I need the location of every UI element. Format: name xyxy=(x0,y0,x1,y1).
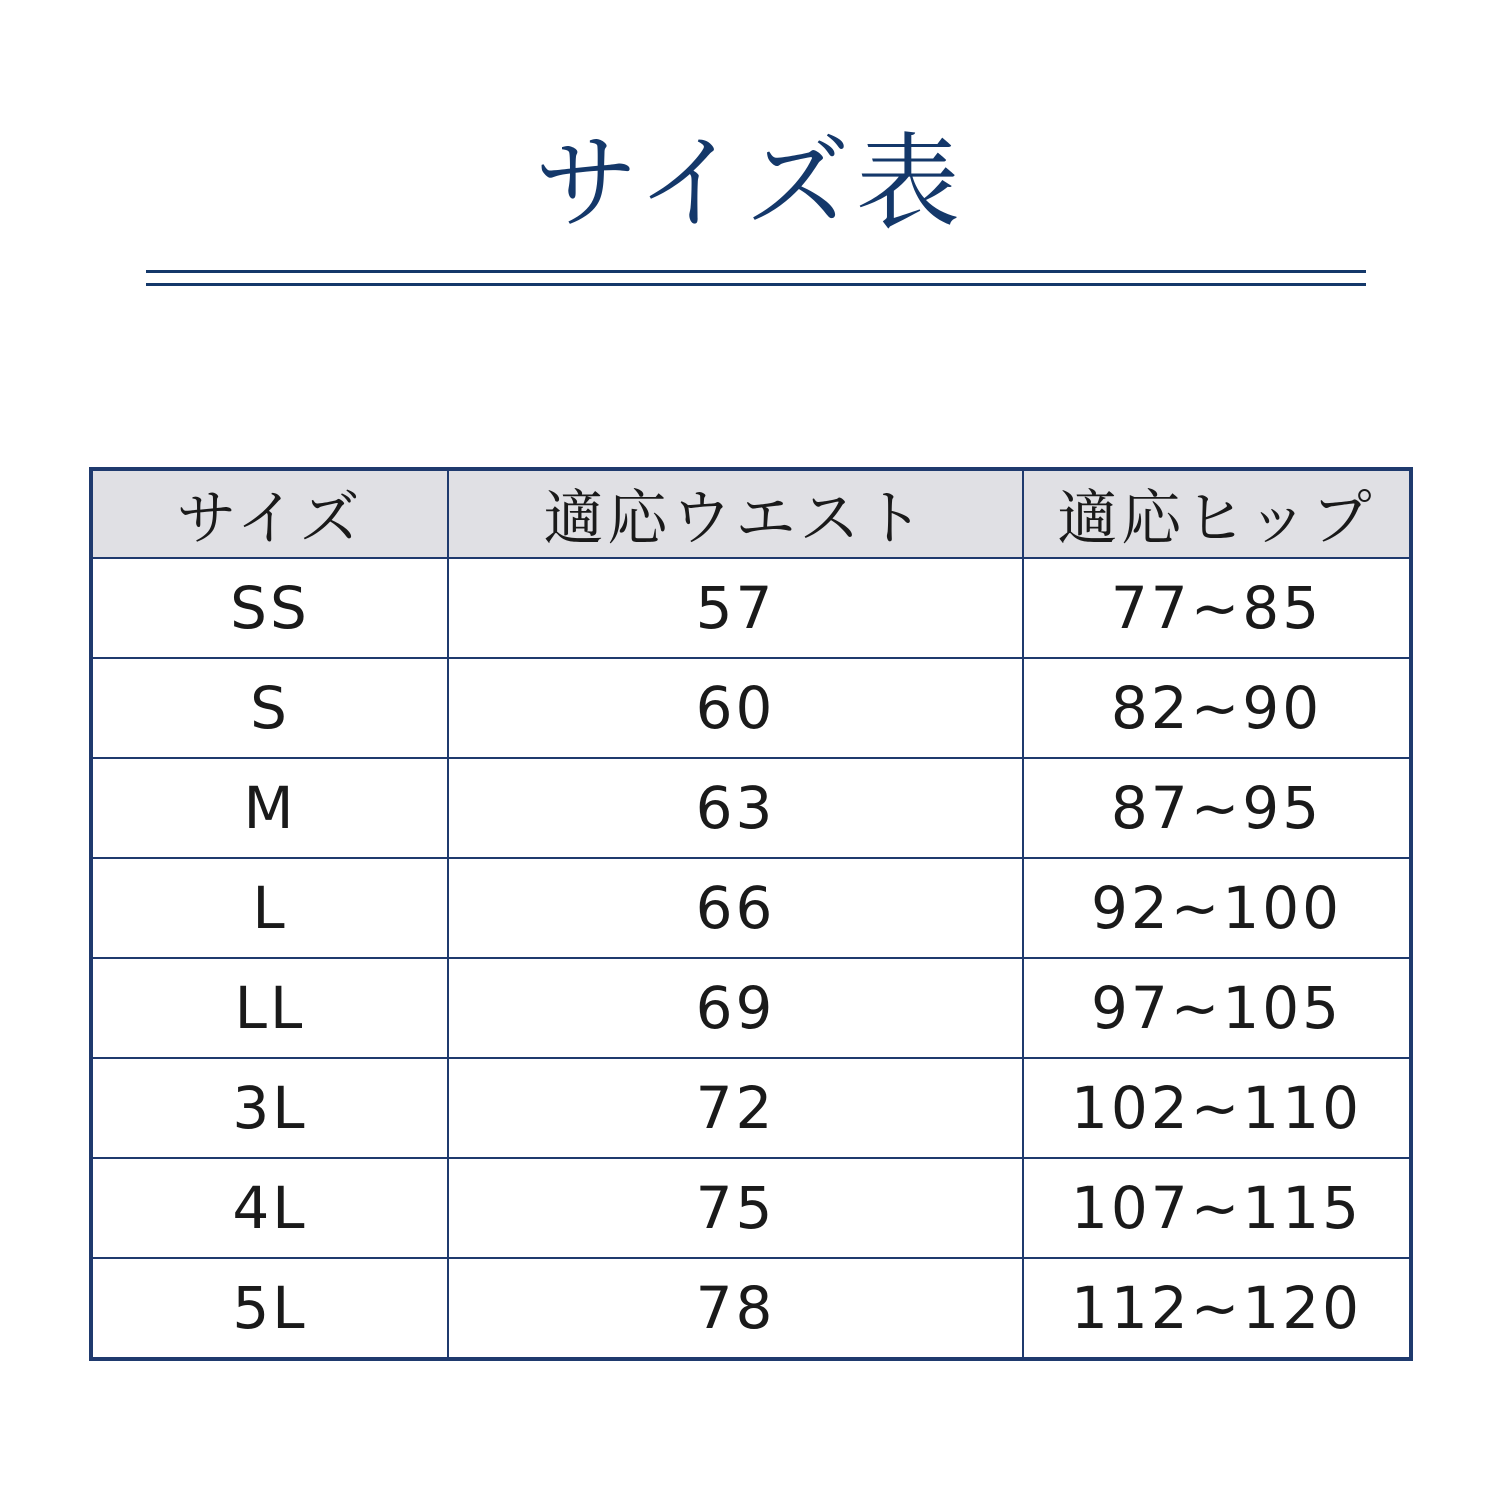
cell-waist: 75 xyxy=(448,1158,1023,1258)
cell-waist: 72 xyxy=(448,1058,1023,1158)
table-row xyxy=(91,1058,1411,1158)
cell-hip: 112~120 xyxy=(1023,1258,1411,1359)
cell-size: SS xyxy=(91,558,448,658)
title-divider-bottom xyxy=(146,283,1366,286)
cell-waist: 63 xyxy=(448,758,1023,858)
table-row xyxy=(91,1158,1411,1258)
cell-size: S xyxy=(91,658,448,758)
cell-waist: 69 xyxy=(448,958,1023,1058)
cell-hip: 97~105 xyxy=(1023,958,1411,1058)
header-size: サイズ xyxy=(91,469,448,558)
cell-waist: 66 xyxy=(448,858,1023,958)
cell-size: L xyxy=(91,858,448,958)
cell-waist: 78 xyxy=(448,1258,1023,1359)
size-chart-table xyxy=(89,467,1413,1361)
table-row xyxy=(91,958,1411,1058)
cell-waist: 57 xyxy=(448,558,1023,658)
table-row xyxy=(91,658,1411,758)
title-divider-top xyxy=(146,270,1366,273)
cell-hip: 87~95 xyxy=(1023,758,1411,858)
cell-hip: 92~100 xyxy=(1023,858,1411,958)
table-header-row xyxy=(91,469,1411,558)
cell-size: 4L xyxy=(91,1158,448,1258)
cell-hip: 82~90 xyxy=(1023,658,1411,758)
table-row xyxy=(91,858,1411,958)
cell-size: 3L xyxy=(91,1058,448,1158)
table-row xyxy=(91,558,1411,658)
header-hip: 適応ヒップ xyxy=(1023,469,1411,558)
page-title: サイズ表 xyxy=(534,122,966,244)
cell-waist: 60 xyxy=(448,658,1023,758)
table-row xyxy=(91,1258,1411,1359)
header-waist: 適応ウエスト xyxy=(448,469,1023,558)
cell-size: M xyxy=(91,758,448,858)
cell-hip: 107~115 xyxy=(1023,1158,1411,1258)
table-row xyxy=(91,758,1411,858)
cell-hip: 102~110 xyxy=(1023,1058,1411,1158)
cell-size: LL xyxy=(91,958,448,1058)
cell-size: 5L xyxy=(91,1258,448,1359)
cell-hip: 77~85 xyxy=(1023,558,1411,658)
